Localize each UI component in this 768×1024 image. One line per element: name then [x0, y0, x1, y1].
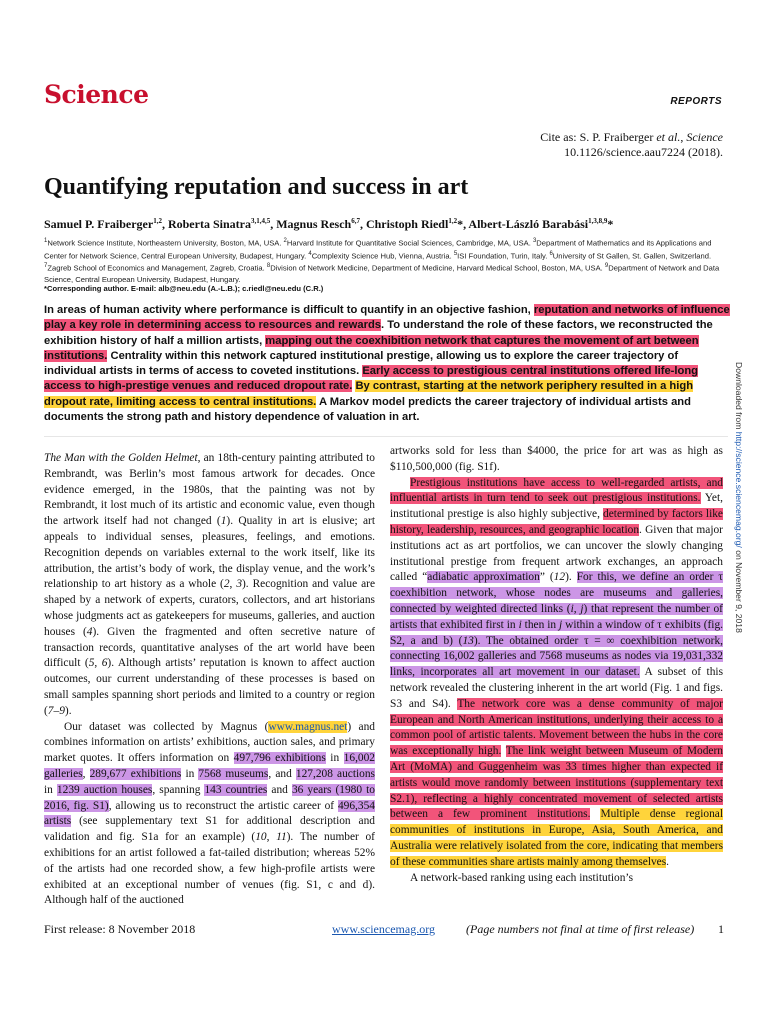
affiliation-number: 2: [283, 238, 287, 244]
dataset-link[interactable]: www.magnus.net: [268, 720, 348, 733]
affiliation-number: 4: [308, 250, 312, 257]
corresponding-author: *Corresponding author. E-mail: alb@neu.edu (A.-L.B.); c.riedl@neu.edu (C.R.): [44, 284, 324, 293]
text-span: ,: [82, 767, 90, 780]
journal-logo: Science: [44, 80, 149, 109]
author-affiliation-marker: 1,3,8,9: [588, 217, 608, 225]
affiliation-number: 7: [44, 263, 48, 270]
highlighted-text: 127,208 auctions: [295, 767, 375, 780]
highlighted-text: mapping out the coexhibition network that captures the movement of art between institutions.: [44, 334, 699, 362]
affiliation-text: University of St Gallen, St. Gallen, Switzerland.: [552, 251, 712, 261]
text-span: ). The number of exhibitions for an artist followed a fat-tailed distribution; whereas 52% of the artists had one recorded show, a few high-profile artists were exhibited at an exceptional number of venues (fig. S1, c and d). Although half of the auctioned: [44, 831, 375, 907]
section-label: REPORTS: [670, 96, 722, 107]
text-span: in: [181, 767, 199, 780]
text-span: ” (: [539, 571, 554, 584]
page-number-note: (Page numbers not final at time of first release): [466, 922, 695, 936]
text-span: ) and combines information on artists’ exhibitions, auction sales, and primary market quotes. It offers information on: [44, 720, 375, 765]
highlighted-text: j: [559, 618, 563, 631]
text-span: , allowing us to reconstruct the artistic career of: [108, 799, 338, 812]
text-span: , spanning: [152, 783, 205, 796]
download-suffix: on November 9, 2018: [734, 547, 744, 633]
italic-text: 12: [553, 571, 566, 584]
affiliation-text: Complexity Science Hub, Vienna, Austria.: [311, 251, 454, 261]
highlighted-text: Prestigious institutions have access to well-regarded artists, and influential artists in turn tend to seek out prestigious institutions.: [390, 476, 723, 505]
italic-text: 4: [86, 625, 93, 638]
text-span: A subset of this network revealed the clustering inherent in the art world (Fig. 1 and figs. S3 and S4).: [390, 666, 724, 710]
paragraph: [44, 451, 375, 720]
affiliation-number: 5: [453, 250, 458, 257]
affiliation-text: ISI Foundation, Turin, Italy.: [457, 251, 550, 261]
author-separator: ,: [463, 217, 469, 231]
article-title: Quantifying reputation and success in art: [44, 174, 469, 200]
italic-text: 11: [276, 831, 287, 844]
cite-prefix: Cite as: S. P. Fraiberger: [540, 130, 657, 144]
download-prefix: Downloaded from: [734, 362, 744, 432]
author-separator: ,: [270, 217, 277, 231]
body-column-left: [44, 451, 375, 909]
italic-text: 2: [223, 578, 230, 591]
text-span: ,: [94, 657, 102, 670]
text-span: (see supplementary text S1 for additional description and validation and fig. S1a for an example) (: [44, 815, 375, 844]
highlighted-text: 497,796 exhibitions: [233, 752, 326, 765]
page-number: 1: [718, 922, 724, 936]
author-name: Albert-László Barabási: [468, 217, 589, 231]
author-affiliation-marker: 1,2: [153, 217, 162, 225]
highlighted-text: ). The obtained order τ = ∞ coexhibition network, connecting 16,002 galleries and 7568 museums as nodes via 19,031,332 links, incorporates all art movement in our dataset.: [390, 634, 723, 679]
highlighted-text: then in: [521, 618, 560, 631]
text-span: , an 18th-century painting attributed to Rembrandt, was Berlin’s most famous artwork for decades. Once evidence emerged, in the 1980s, that the painting was not by Rembrandt, it lost much of its artistic and economic value, even though the artwork itself had not changed (: [44, 452, 375, 528]
highlighted-text: ,: [573, 602, 581, 615]
author-affiliation-marker: 3,1,4,5: [250, 217, 271, 225]
release-date: First release: 8 November 2018: [44, 922, 196, 936]
text-span: [590, 808, 600, 820]
text-span: in: [44, 783, 57, 796]
text-span: ). Although artists’ reputation is known to affect auction outcomes, our current understanding of these processes is based on small samples spanning short periods and limited to a country or region (: [44, 657, 375, 717]
highlighted-text: 7568 museums: [198, 767, 269, 780]
highlighted-text: 1239 auction houses: [56, 783, 153, 796]
author-affiliation-marker: 1,2: [448, 217, 458, 225]
corresponding-marker: *: [607, 217, 614, 231]
highlighted-text: i: [518, 618, 522, 631]
italic-text: 7: [47, 704, 54, 717]
text-span: . To understand the role of these factors, we reconstructed the exhibition history of half a million artists,: [44, 319, 713, 347]
affiliation-number: 9: [604, 263, 609, 270]
text-span: ).: [64, 704, 72, 717]
affiliation-text: Department of Network and Data Science, Central European University, Budapest, Hungary.: [44, 264, 720, 285]
download-notice: [732, 362, 756, 662]
affiliations: [44, 236, 728, 285]
highlighted-text: reputation and networks of influence play a key role in determining access to resources and rewards: [44, 304, 730, 332]
text-span: and: [267, 783, 292, 796]
text-span: Centrality within this network captured institutional prestige, allowing us to explore the career trajectory of individual artists in terms of access to coveted institutions.: [44, 349, 679, 378]
author-name: Samuel P. Fraiberger: [44, 217, 154, 231]
text-span: ). Quality in art is elusive; art appeals to individual senses, pleasures, feelings, and emotions. Recognition depends on variables external to the work itself, like its attribution, the artist’s body of work, the display venue, and the work’s relationship to art history as a whole (: [44, 515, 375, 591]
abstract: [44, 303, 730, 425]
italic-text: The Man with the Golden Helmet: [44, 452, 198, 464]
highlighted-text: For this, we define an order τ coexhibition network, whose nodes are museums and galleries, connected by weighted directed links (: [390, 571, 723, 615]
corresponding-marker: *: [457, 217, 464, 231]
affiliation-number: 8: [266, 263, 271, 270]
author-affiliation-marker: 6,7: [351, 217, 360, 225]
highlighted-text: 16,002 galleries: [44, 752, 375, 780]
highlighted-text: j: [580, 602, 584, 615]
page-footer: [44, 922, 724, 938]
download-link[interactable]: http://science.sciencemag.org/: [734, 431, 744, 548]
italic-text: 9: [59, 704, 65, 717]
italic-text: 10: [255, 831, 267, 844]
text-span: ). Given the fragmented and often secretive nature of transaction records, quantitative analyses of the art world have been difficult (: [44, 625, 375, 670]
affiliation-text: Network Science Institute, Northeastern University, Boston, MA, USA.: [47, 238, 284, 248]
author-separator: ,: [359, 217, 366, 231]
text-span: in: [325, 752, 344, 765]
affiliation-text: Zagreb School of Economics and Management, Zagreb, Croatia.: [47, 264, 267, 273]
affiliation-number: 3: [532, 238, 537, 244]
cite-sep: ,: [680, 130, 687, 144]
text-span: A Markov model predicts the career trajectory of individual artists and documents the strong path and history dependence of valuation in art.: [44, 395, 691, 424]
highlighted-text: 36 years (1980 to 2016, fig. S1): [44, 783, 375, 812]
body-column-right: [390, 444, 723, 886]
divider: [44, 436, 728, 437]
highlighted-text: The link weight between Museum of Modern Art (MoMA) and Guggenheim was 33 times higher than expected if artists would move randomly between institutions (supplementary text S2.1), reflecting a highly concentrated movement of selected artists between a few prominent institutions.: [390, 745, 723, 821]
author-name: Christoph Riedl: [365, 217, 449, 231]
highlighted-text: 143 countries: [204, 783, 268, 796]
italic-text: 5: [88, 657, 95, 670]
author-separator: ,: [161, 217, 168, 231]
italic-text: 6: [101, 657, 108, 670]
text-span: ,: [266, 831, 277, 844]
highlighted-text: within a window of τ exhibits (fig. S2, a and b) (: [390, 618, 724, 647]
text-span: ,: [229, 578, 237, 591]
affiliation-number: 6: [549, 250, 553, 257]
cite-etal: et al.: [656, 130, 681, 144]
highlighted-text: ) that represent the number of artists that exhibited first in: [390, 602, 723, 631]
highlighted-text: adiabatic approximation: [427, 571, 540, 584]
highlighted-text: The network core was a dense community of major European and North American institutions, underlying their access to a common pool of artistic talents. Movement between the hubs in the core was exceptionally high.: [390, 697, 723, 758]
paragraph: [44, 720, 375, 910]
italic-text: 1: [220, 515, 227, 528]
text-span: Our dataset was collected by Magnus (: [64, 720, 269, 733]
text-span: ).: [565, 571, 577, 584]
highlighted-text: determined by factors like history, leadership, resources, and geographic location: [390, 508, 723, 536]
highlighted-text: Early access to prestigious central institutions offered life-long access to high-prestige venues and reduced dropout rate.: [44, 365, 699, 393]
highlighted-text: i: [570, 602, 574, 615]
author-name: Magnus Resch: [276, 217, 352, 231]
paragraph: [390, 444, 723, 476]
paragraph: [390, 476, 723, 871]
text-span: . Given that major institutions act as art portfolios, we can uncover the slowly changing institutional prestige from frequent artwork exchanges, an approach called “: [390, 523, 723, 584]
affiliation-text: Harvard Institute for Quantitative Social Sciences, Cambridge, MA, USA.: [286, 238, 533, 248]
affiliation-number: 1: [44, 238, 48, 244]
text-span: –: [53, 704, 60, 717]
highlighted-text: 289,677 exhibitions: [89, 767, 182, 780]
cite-journal: Science: [686, 130, 723, 144]
text-span: In areas of human activity where performance is difficult to quantify in an objective fashion,: [44, 304, 534, 316]
footer-link[interactable]: www.sciencemag.org: [332, 922, 435, 936]
highlighted-text: By contrast, starting at the network periphery resulted in a high dropout rate, limiting access to central institutions.: [44, 380, 694, 408]
citation: [440, 130, 723, 159]
highlighted-text: 13: [462, 634, 474, 647]
text-span: ). Recognition and value are shaped by a network of experts, curators, collectors, and art historians whose judgments act as gatekeepers for museums, galleries, and auction houses (: [44, 578, 375, 638]
author-list: [44, 214, 734, 232]
author-name: Roberta Sinatra: [167, 217, 251, 231]
text-span: artworks sold for less than $4000, the price for art was as high as $110,500,000 (fig. S1f).: [390, 445, 723, 473]
highlighted-text: Multiple dense regional communities of institutions in Europe, Asia, South America, and Australia were relatively isolated from the core, indicating that members of these communities share artists mainly among themselves: [390, 808, 723, 868]
italic-text: 3: [236, 578, 243, 591]
text-span: A network-based ranking using each institution’s: [410, 871, 634, 884]
text-span: .: [666, 855, 670, 868]
affiliation-text: Division of Network Medicine, Department of Medicine, Harvard Medical School, Boston, MA, USA.: [270, 264, 605, 273]
paragraph: [390, 871, 723, 887]
text-span: , and: [268, 767, 296, 780]
highlighted-text: 496,354 artists: [44, 799, 375, 828]
cite-doi: 10.1126/science.aau7224 (2018).: [564, 144, 723, 159]
affiliation-text: Department of Mathematics and its Applications and Center for Network Science, Central European University, Budapest, Hungary.: [44, 238, 712, 261]
text-span: Yet, institutional prestige is also highly subjective,: [390, 492, 723, 521]
